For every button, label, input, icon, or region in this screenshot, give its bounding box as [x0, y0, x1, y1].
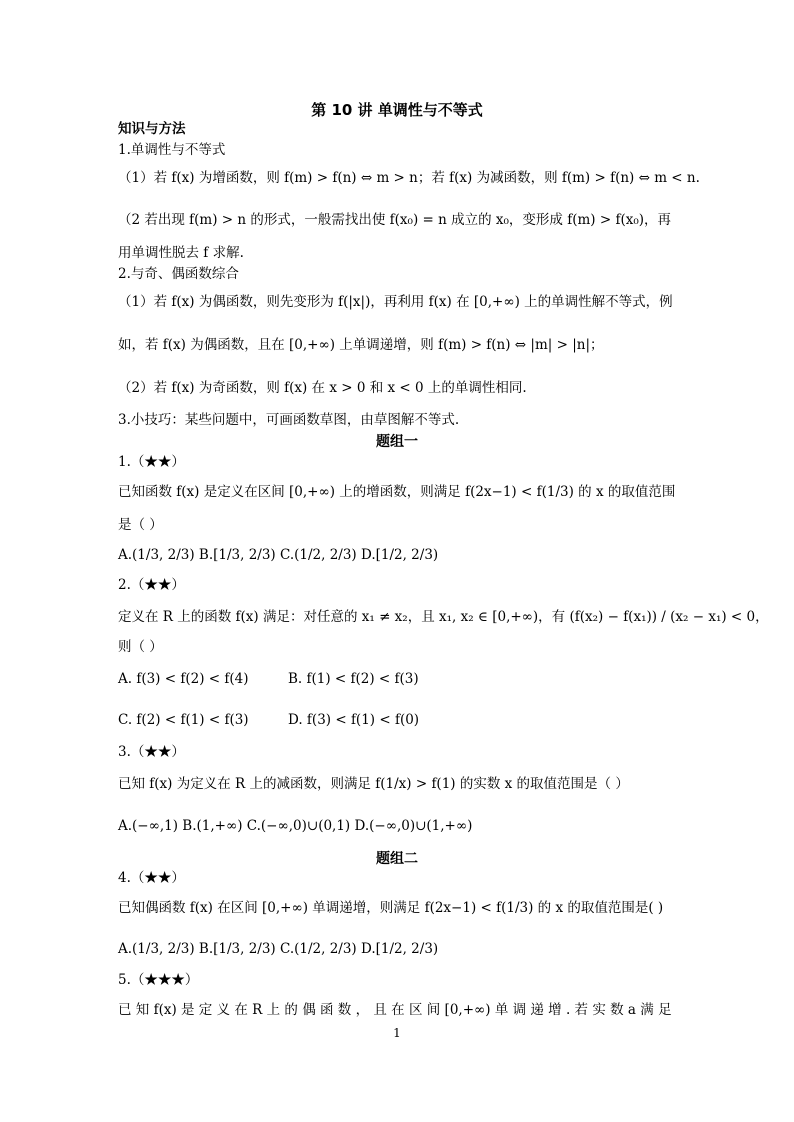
text-line: 3.小技巧：某些问题中，可画函数草图，由草图解不等式.	[118, 412, 460, 428]
text-line: （2）若 f(x) 为奇函数，则 f(x) 在 x > 0 和 x < 0 上的单调性相同.	[118, 380, 527, 396]
question-stem: 已知 f(x) 为定义在 R 上的减函数，则满足 f(1/x) > f(1) 的实数 x 的取值范围是（ ）	[118, 776, 629, 792]
question-options: A.(1/3, 2/3) B.[1/3, 2/3) C.(1/2, 2/3) D.[1/2, 2/3)	[118, 547, 439, 563]
question-stem: 已知偶函数 f(x) 在区间 [0,+∞) 单调递增，则满足 f(2x−1) < f(1/3) 的 x 的取值范围是( )	[118, 900, 664, 916]
text-line: （1）若 f(x) 为增函数，则 f(m) > f(n) ⇔ m > n；若 f(x) 为减函数，则 f(m) > f(n) ⇔ m < n.	[118, 170, 700, 186]
text-line: 如，若 f(x) 为偶函数，且在 [0,+∞) 上单调递增，则 f(m) > f(n) ⇔ |m| > |n|；	[118, 337, 604, 353]
question-options: A.(1/3, 2/3) B.[1/3, 2/3) C.(1/2, 2/3) D.[1/2, 2/3)	[118, 941, 439, 957]
text-line: （1）若 f(x) 为偶函数，则先变形为 f(|x|)，再利用 f(x) 在 [0,+∞) 上的单调性解不等式，例	[118, 294, 673, 310]
page-number: 1	[393, 1026, 401, 1040]
section-heading: 知识与方法	[118, 121, 186, 137]
question-stem: 已知函数 f(x) 是定义在区间 [0,+∞) 上的增函数，则满足 f(2x−1) < f(1/3) 的 x 的取值范围	[118, 484, 676, 500]
question-option-b: B. f(1) < f(2) < f(3)	[288, 671, 419, 687]
question-number: 5.（★★★）	[118, 972, 199, 988]
question-stem: 是（ ）	[118, 517, 163, 533]
question-number: 3.（★★）	[118, 744, 185, 760]
question-option-c: C. f(2) < f(1) < f(3)	[118, 712, 249, 728]
text-line: （2 若出现 f(m) > n 的形式，一般需找出使 f(x₀) = n 成立的 x₀，变形成 f(m) > f(x₀)，再	[118, 212, 671, 228]
question-number: 1.（★★）	[118, 454, 185, 470]
page-title: 第 10 讲 单调性与不等式	[311, 101, 483, 119]
question-options: A.(−∞,1) B.(1,+∞) C.(−∞,0)∪(0,1) D.(−∞,0)∪(1,+∞)	[118, 818, 473, 834]
question-stem: 已 知 f(x) 是 定 义 在 R 上 的 偶 函 数 ， 且 在 区 间 [0,+∞) 单 调 递 增 . 若 实 数 a 满 足	[118, 1002, 672, 1018]
question-option-a: A. f(3) < f(2) < f(4)	[118, 671, 249, 687]
question-stem: 定义在 R 上的函数 f(x) 满足：对任意的 x₁ ≠ x₂，且 x₁, x₂ ∈ [0,+∞)，有 (f(x₂) − f(x₁)) / (x₂ − x₁) < 0，	[118, 609, 769, 625]
question-number: 2.（★★）	[118, 577, 185, 593]
group-heading: 题组一	[376, 434, 418, 450]
text-line: 1.单调性与不等式	[118, 142, 226, 158]
group-heading: 题组二	[376, 851, 418, 867]
text-line: 2.与奇、偶函数综合	[118, 266, 239, 282]
text-line: 用单调性脱去 f 求解.	[118, 245, 244, 261]
question-stem: 则（ ）	[118, 639, 163, 655]
question-option-d: D. f(3) < f(1) < f(0)	[288, 712, 420, 728]
question-number: 4.（★★）	[118, 870, 185, 886]
